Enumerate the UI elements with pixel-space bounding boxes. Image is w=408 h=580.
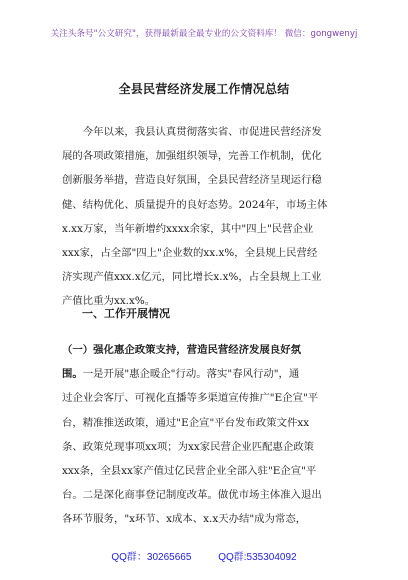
subsection-line: 台。二是深化商事登记制度改革。做优市场主体准入退出	[62, 489, 322, 502]
intro-line: 济实现产值xxx.x亿元，同比增长x.x%，占全县规上工业	[62, 271, 322, 284]
subsection-line: 各环节服务，"x环节、x成本、x.x天办结"成为常态，	[62, 513, 307, 526]
subsection-line: 过企业会客厅、可视化直播等多渠道宣传推广"E企宣"平	[62, 392, 319, 405]
section-heading-1: 一、工作开展情况	[82, 307, 170, 320]
intro-line: 创新服务举措，营造良好氛围，全县民营经济呈现运行稳	[62, 174, 322, 187]
promo-header: 关注头条号"公文研究"，获得最新最全最专业的公文资料库！ 微信：gongwenyj	[50, 29, 358, 39]
intro-line: 今年以来，我县认真贯彻落实省、市促进民营经济发	[62, 126, 322, 138]
intro-line: 产值比重为xx.x%。	[62, 295, 156, 308]
intro-line: x.xx万家，当年新增约xxxx余家，其中"四上"民营企业	[62, 222, 314, 235]
subsection-heading-line: （一）强化惠企政策支持，营造民营经济发展良好氛	[62, 344, 301, 356]
qq-group-1: QQ群：30265665	[111, 552, 192, 563]
intro-line: xxx家，占全部"四上"企业数的xx.x%，全县规上民营经	[62, 247, 318, 260]
intro-line: 健、结构优化、质量提升的良好态势。2024年，市场主体	[62, 198, 328, 211]
subsection-line: 台，精准推送政策，通过"E企宣"平台发布政策文件xx	[62, 416, 310, 429]
subsection-heading-end: 围。	[62, 368, 83, 381]
intro-paragraph	[62, 120, 352, 314]
document-title: 全县民营经济发展工作情况总结	[118, 82, 290, 96]
subsection-line: 条、政策兑现事项xx项；为xx家民营企业匹配惠企政策	[62, 440, 315, 453]
subsection-text: 一是开展"惠企暖企"行动。落实"春风行动"，通	[82, 368, 300, 381]
subsection-line	[62, 362, 352, 386]
qq-group-2: QQ群:535304092	[218, 552, 297, 563]
intro-line: 展的各项政策措施，加强组织领导，完善工作机制，优化	[62, 150, 322, 163]
subsection-line: xxx条，全县xx家产值过亿民营企业全部入驻"E企宣"平	[62, 465, 317, 478]
subsection-paragraph	[62, 338, 352, 532]
footer-contacts	[0, 548, 408, 563]
